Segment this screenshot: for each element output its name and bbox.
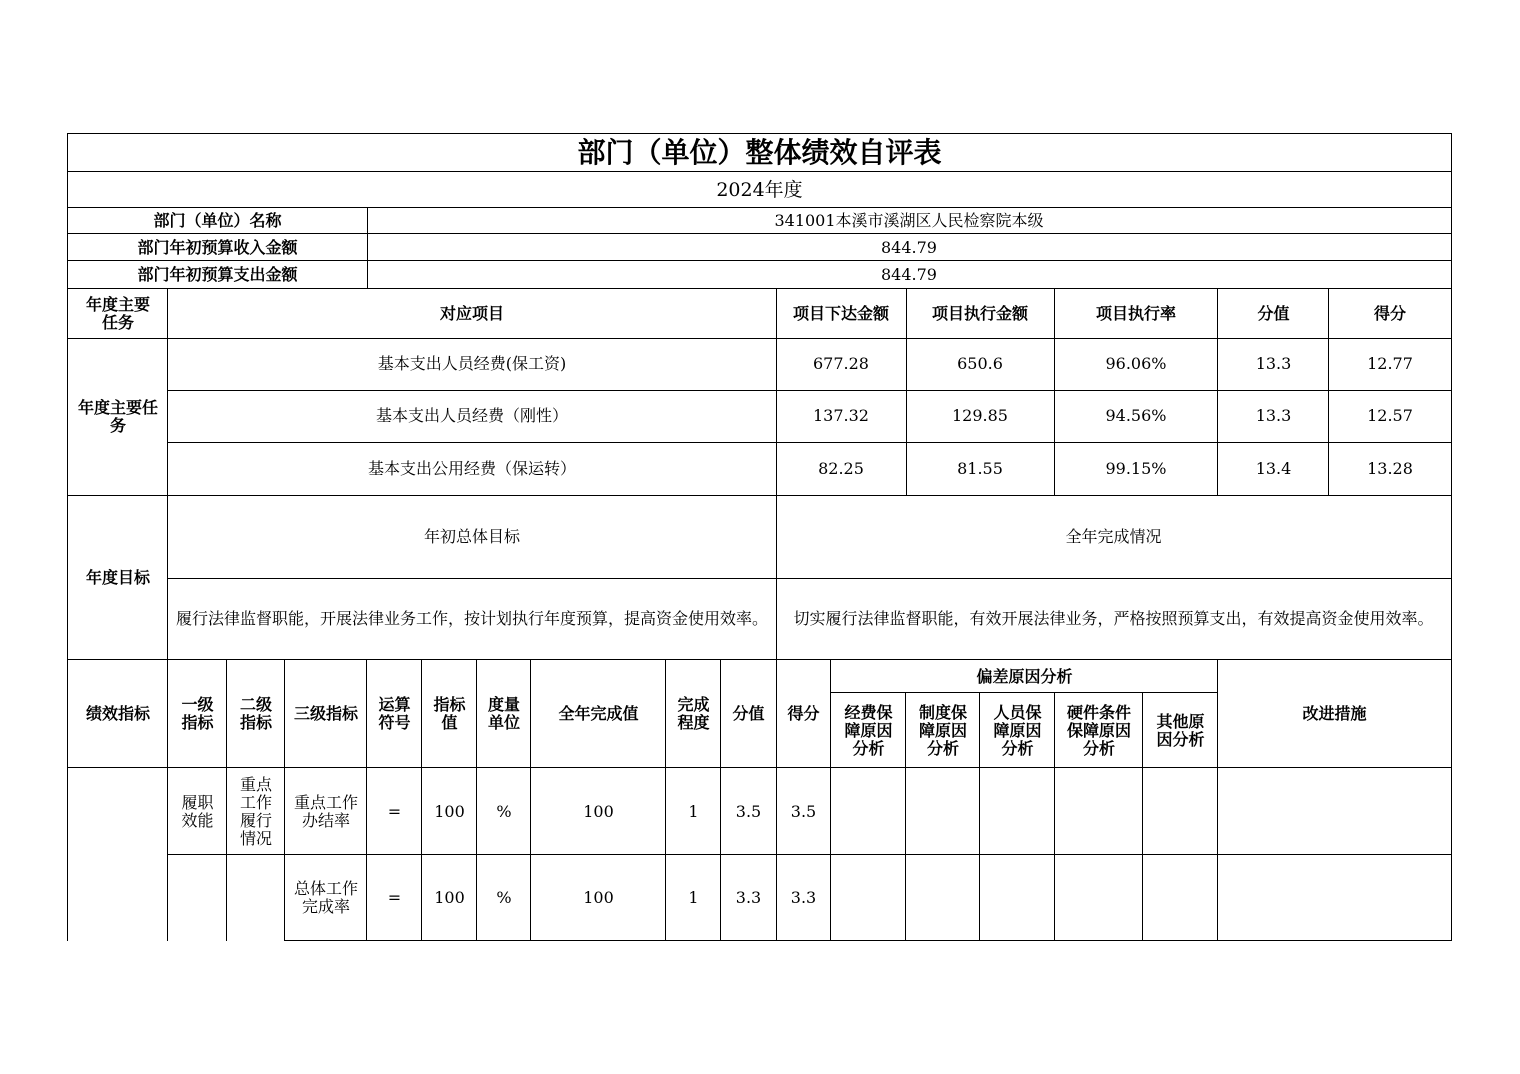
grid-line <box>366 659 367 941</box>
dev-funding-header: 经费保 障原因 分析 <box>844 702 893 758</box>
indicator-actual: 100 <box>583 887 614 907</box>
grid-line <box>68 207 1452 208</box>
grid-line <box>68 171 1452 172</box>
budget-expense-value: 844.79 <box>881 265 937 284</box>
grid-line <box>68 233 1452 234</box>
grid-line <box>68 495 1452 496</box>
indicator-level3: 总体工作 完成率 <box>293 878 358 916</box>
grid-line <box>226 659 227 941</box>
grid-line <box>285 940 1452 941</box>
grid-line <box>168 442 1452 443</box>
indicator-actual: 100 <box>583 801 614 821</box>
grid-line <box>1451 133 1452 941</box>
page-title: 部门（单位）整体绩效自评表 <box>577 136 942 169</box>
completion-text: 切实履行法律监督职能，有效开展法律业务，严格按照预算支出，有效提高资金使用效率。 <box>793 609 1434 628</box>
goals-label: 年度目标 <box>85 567 150 587</box>
dev-hardware-header: 硬件条件 保障原因 分析 <box>1066 702 1131 758</box>
task-row-label: 年度主要任 务 <box>77 397 158 435</box>
grid-line <box>1328 288 1329 495</box>
grid-line <box>68 659 1452 660</box>
dev-personnel-header: 人员保 障原因 分析 <box>993 702 1042 758</box>
level3-header: 三级指标 <box>293 704 358 723</box>
grid-line <box>720 659 721 941</box>
grid-line <box>979 692 980 941</box>
unit-header: 度量 单位 <box>487 695 520 732</box>
task-score-value: 13.3 <box>1255 406 1292 425</box>
indicator-degree: 1 <box>688 887 699 907</box>
grid-line <box>476 659 477 941</box>
deviation-header: 偏差原因分析 <box>976 666 1073 686</box>
task-executed: 129.85 <box>952 406 1008 425</box>
grid-line <box>906 288 907 495</box>
score-header: 得分 <box>787 704 820 723</box>
task-project: 基本支出人员经费（刚性） <box>375 406 568 425</box>
task-allocated: 82.25 <box>818 458 864 478</box>
dev-other-header: 其他原 因分析 <box>1156 711 1205 749</box>
task-rate: 99.15% <box>1105 458 1167 478</box>
grid-line <box>68 338 1452 339</box>
task-project: 基本支出公用经费（保运转） <box>367 458 576 478</box>
dept-name-label: 部门（单位）名称 <box>153 211 282 230</box>
indicator-operator: = <box>387 887 402 907</box>
indicator-level3: 重点工作 办结率 <box>293 792 358 830</box>
task-executed: 650.6 <box>957 354 1003 373</box>
indicator-unit: % <box>496 887 512 907</box>
actual-header: 全年完成值 <box>558 704 639 723</box>
task-rate: 96.06% <box>1105 354 1167 373</box>
task-col-header: 年度主要 任务 <box>85 294 150 332</box>
task-project: 基本支出人员经费(保工资) <box>377 354 567 373</box>
grid-line <box>168 578 1452 579</box>
budget-income-value: 844.79 <box>881 237 937 257</box>
grid-line <box>905 692 906 941</box>
task-score-value: 13.4 <box>1255 458 1292 478</box>
grid-line <box>776 288 777 941</box>
grid-line <box>68 133 1452 134</box>
indicator-score: 3.3 <box>790 887 817 907</box>
score-header: 得分 <box>1373 303 1406 323</box>
level1-header: 一级 指标 <box>181 695 214 732</box>
score-value-header: 分值 <box>732 704 765 723</box>
grid-line <box>421 659 422 941</box>
indicator-degree: 1 <box>688 801 699 821</box>
grid-line <box>1217 659 1218 941</box>
grid-line <box>284 659 285 941</box>
grid-line <box>168 854 1452 855</box>
grid-line <box>1054 692 1055 941</box>
operator-header: 运算 符号 <box>378 695 411 732</box>
score-value-header: 分值 <box>1257 303 1290 323</box>
indicator-operator: = <box>387 801 402 821</box>
indicator-score: 3.5 <box>790 801 817 821</box>
indicators-label: 绩效指标 <box>85 704 150 723</box>
task-score: 12.77 <box>1367 354 1413 373</box>
indicator-level2: 重点 工作 履行 情况 <box>239 774 272 848</box>
grid-line <box>367 207 368 289</box>
task-score: 12.57 <box>1367 406 1413 425</box>
completion-header: 全年完成情况 <box>1065 526 1162 546</box>
grid-line <box>665 659 666 941</box>
executed-header: 项目执行金额 <box>931 303 1028 323</box>
task-score-value: 13.3 <box>1255 354 1292 373</box>
initial-goal-text: 履行法律监督职能，开展法律业务工作，按计划执行年度预算，提高资金使用效率。 <box>175 609 768 628</box>
degree-header: 完成 程度 <box>677 695 710 732</box>
budget-expense-label: 部门年初预算支出金额 <box>137 265 298 284</box>
grid-line <box>167 288 168 941</box>
dev-system-header: 制度保 障原因 分析 <box>918 702 967 758</box>
dept-name-value: 341001本溪市溪湖区人民检察院本级 <box>774 211 1044 230</box>
grid-line <box>831 692 1218 693</box>
project-header: 对应项目 <box>439 303 504 323</box>
grid-line <box>168 390 1452 391</box>
task-allocated: 137.32 <box>813 406 869 425</box>
grid-line <box>1142 692 1143 941</box>
task-rate: 94.56% <box>1105 406 1167 425</box>
indicator-score-value: 3.3 <box>735 887 762 907</box>
indicator-target: 100 <box>434 801 465 821</box>
target-header: 指标 值 <box>433 695 466 732</box>
improvement-header: 改进措施 <box>1302 704 1367 723</box>
task-executed: 81.55 <box>957 458 1003 478</box>
grid-line <box>67 133 68 941</box>
indicator-unit: % <box>496 801 512 821</box>
initial-goal-header: 年初总体目标 <box>423 526 520 546</box>
indicator-level1: 履职 效能 <box>181 792 214 830</box>
task-score: 13.28 <box>1367 458 1413 478</box>
level2-header: 二级 指标 <box>239 695 272 732</box>
grid-line <box>68 288 1452 289</box>
grid-line <box>830 659 831 941</box>
grid-line <box>68 260 1452 261</box>
indicator-target: 100 <box>434 887 465 907</box>
task-allocated: 677.28 <box>813 354 869 373</box>
budget-income-label: 部门年初预算收入金额 <box>137 237 298 257</box>
rate-header: 项目执行率 <box>1095 303 1176 323</box>
indicator-score-value: 3.5 <box>735 801 762 821</box>
grid-line <box>530 659 531 941</box>
year-label: 2024年度 <box>716 179 803 201</box>
grid-line <box>1217 288 1218 495</box>
grid-line <box>68 767 1452 768</box>
grid-line <box>1054 288 1055 495</box>
allocated-header: 项目下达金额 <box>792 303 889 323</box>
